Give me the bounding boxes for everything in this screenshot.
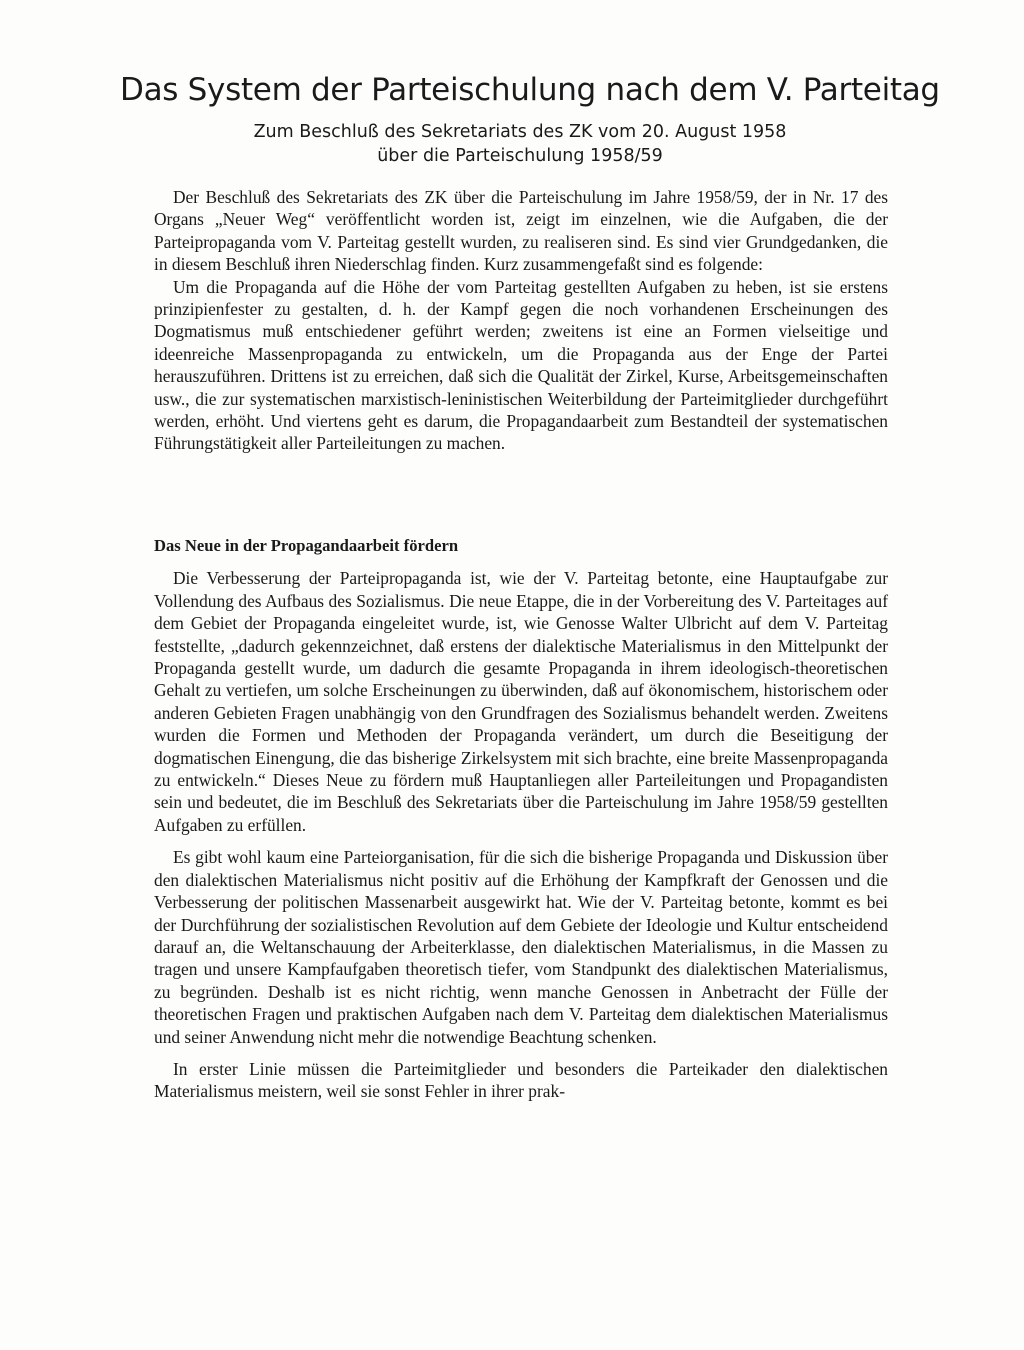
article-title: Das System der Parteischulung nach dem V. Parteitag [120,72,940,108]
section-paragraph-3: In erster Linie müssen die Parteimitglieder und besonders die Parteikader den dialektischen Materialismus meistern, weil sie sonst Fehler in ihrer prak- [154,1058,888,1102]
section-text-block [154,535,888,1103]
article-subtitle-line-2: über die Parteischulung 1958/59 [377,146,663,166]
intro-text-block [154,186,888,455]
intro-paragraph-2: Um die Propaganda auf die Höhe der vom Parteitag gestellten Aufgaben zu heben, ist sie erstens prinzipienfester zu gestalten, d. h. der Kampf gegen die noch vorhandenen Erscheinungen des Dogmatismus muß entschiedener geführt werden; zweitens ist eine an Formen vielseitige und ideenreiche Massenpropaganda zu entwickeln, um die Propaganda aus der Enge der Partei herauszuführen. Drittens ist zu erreichen, daß sich die Qualität der Zirkel, Kurse, Arbeitsgemeinschaften usw., die zur systematischen marxistisch-leninistischen Weiterbildung der Parteimitglieder durchgeführt werden, erhöht. Und viertens geht es darum, die Propagandaarbeit zum Bestandteil der systematischen Führungstätigkeit aller Parteileitungen zu machen. [154,276,888,454]
article-subtitle-line-1: Zum Beschluß des Sekretariats des ZK vom 20. August 1958 [253,122,787,142]
section-paragraph-2: Es gibt wohl kaum eine Parteiorganisation, für die sich die bisherige Propaganda und Diskussion über den dialektischen Materialismus nicht positiv auf die Erhöhung der Kampfkraft der Genossen und die Verbesserung der politischen Massenarbeit ausgewirkt hat. Wie der V. Parteitag betonte, kommt es bei der Durchführung der sozialistischen Revolution auf dem Gebiete der Ideologie und Kultur entscheidend darauf an, die Weltanschauung der Arbeiterklasse, den dialektischen Materialismus, in die Massen zu tragen und unsere Kampfaufgaben theoretisch tiefer, vom Standpunkt des dialektischen Materialismus, zu begründen. Deshalb ist es nicht richtig, wenn manche Genossen in Anbetracht der Fülle der theoretischen Fragen und praktischen Aufgaben nach dem V. Parteitag dem dialektischen Materialismus und seiner Anwendung nicht mehr die notwendige Beachtung schenken. [154,847,888,1047]
intro-paragraph-1: Der Beschluß des Sekretariats des ZK über die Parteischulung im Jahre 1958/59, der in Nr. 17 des Organs „Neuer Weg“ veröffentlicht worden ist, zeigt im einzelnen, wie die Aufgaben, die der Parteipropaganda vom V. Parteitag gestellt wurden, zu realiseren sind. Es sind vier Grundgedanken, die in diesem Beschluß ihren Niederschlag finden. Kurz zusammengefaßt sind es folgende: [154,187,888,275]
section-paragraph-1: Die Verbesserung der Parteipropaganda ist, wie der V. Parteitag betonte, eine Hauptaufgabe zur Vollendung des Aufbaus des Sozialismus. Die neue Etappe, die in der Vorbereitung des V. Parteitages auf dem Gebiet der Propaganda eingeleitet wurde, ist, wie Genosse Walter Ulbricht auf dem V. Parteitag feststellte, „dadurch gekennzeichnet, daß erstens der dialektische Materialismus in den Mittelpunkt der Propaganda gestellt wurde, um dadurch die gesamte Propaganda in ihrem ideologisch-theoretischen Gehalt zu vertiefen, um solche Erscheinungen zu überwinden, daß auf ökonomischem, historischem oder anderen Gebieten Fragen unabhängig von den Grundfragen des Sozialismus behandelt werden. Zweitens wurden die Formen und Methoden der Propaganda verändert, um durch die Beseitigung der dogmatischen Einengung, die das bisherige Zirkelsystem mit sich brachte, eine breite Massenpropaganda zu entwickeln.“ Dieses Neue zu fördern muß Hauptanliegen aller Parteileitungen und Propagandisten sein und bedeutet, die im Beschluß des Sekretariats über die Parteischulung im Jahre 1958/59 gestellten Aufgaben zu erfüllen. [154,568,888,835]
section-heading: Das Neue in der Propagandaarbeit fördern [154,536,459,555]
